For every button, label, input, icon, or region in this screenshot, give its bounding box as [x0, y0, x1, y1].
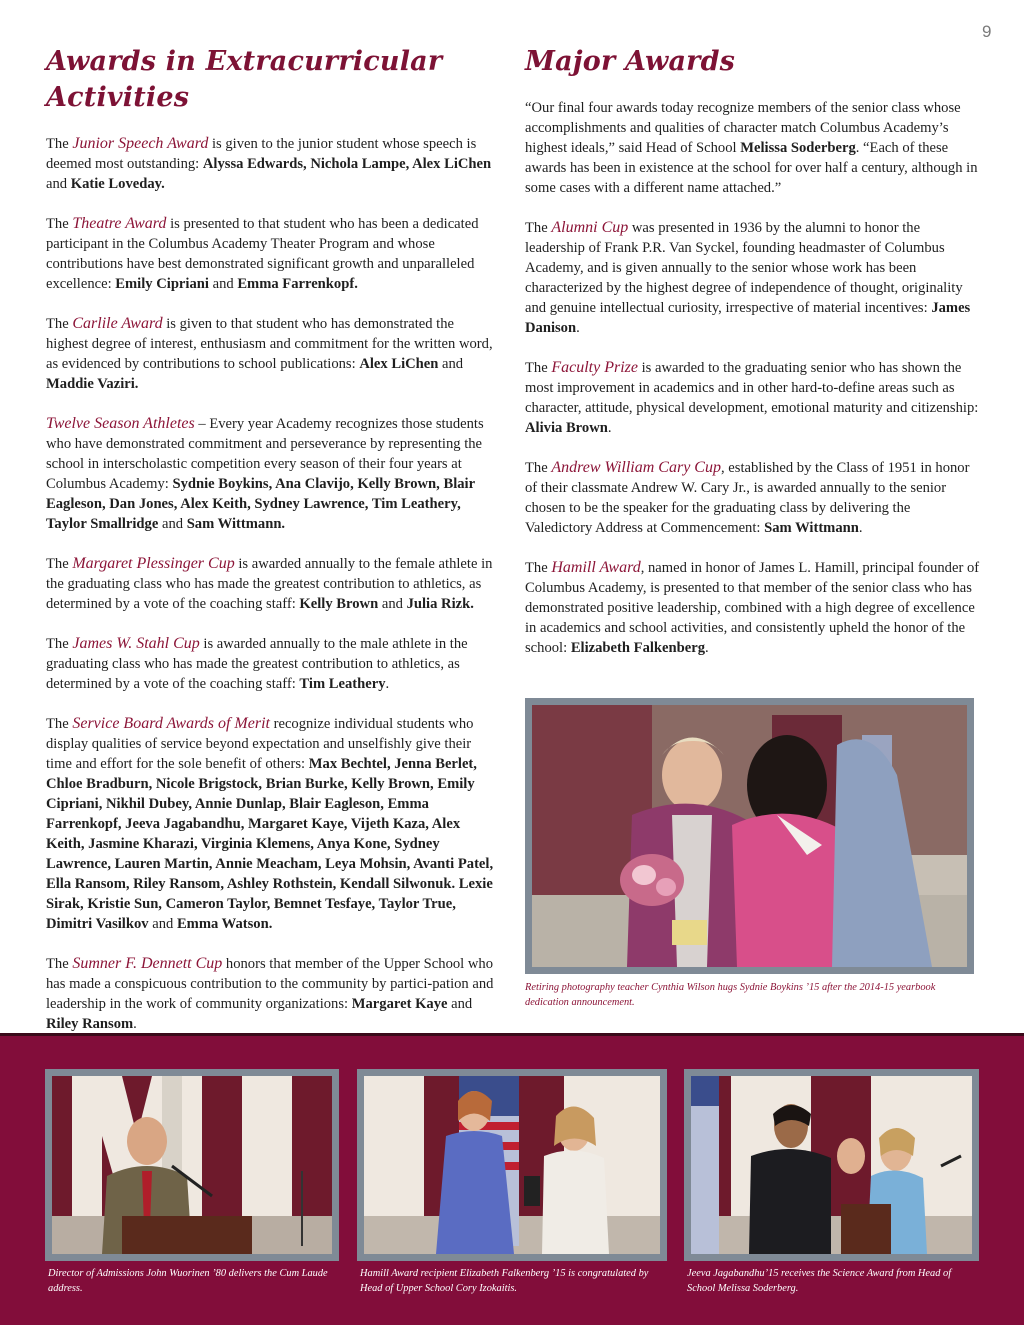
hug-photo-illustration [532, 705, 967, 967]
award-name: Alumni Cup [551, 219, 629, 236]
text: is awarded annually to the male athlete in the graduating class who has made the greatest contribution to athletics, as determined by a vote of the coaching staff: [46, 636, 468, 692]
award-name: Hamill Award [551, 559, 641, 576]
section-heading-extracurricular: Awards in Extracurricular Activities [46, 46, 443, 113]
hug-photo [532, 705, 967, 967]
recipient-names: Alex LiChen [359, 356, 439, 372]
text: . “Each of these awards has been in existence at the school for over half a century, although in some cases with a different name attached.” [525, 140, 978, 196]
recipient-names: Alyssa Edwards, Nichola Lampe, Alex LiChen [202, 156, 492, 172]
cum-laude-photo [52, 1076, 332, 1254]
text: The [46, 636, 73, 652]
recipient-names: Sam Wittmann. [186, 516, 286, 532]
recipient-names: Julia Rizk. [406, 596, 474, 612]
science-award-photo [691, 1076, 972, 1254]
recipient-names: Sydnie Boykins, Ana Clavijo, Kelly Brown, Blair Eagleson, Dan Jones, Alex Keith, Sydney Lawrence, Tim Leathery, Taylor Smallridge [46, 476, 475, 532]
award-paragraph-theatre [46, 214, 498, 294]
award-name: Margaret Plessinger Cup [72, 555, 235, 572]
recipient-names: Katie Loveday. [70, 176, 165, 192]
award-name: Service Board Awards of Merit [72, 715, 270, 732]
award-name: Carlile Award [72, 315, 163, 332]
award-name: Sumner F. Dennett Cup [72, 955, 223, 972]
recipient-names: Emily Cipriani [115, 276, 209, 292]
recipient-names: Kelly Brown [299, 596, 379, 612]
award-paragraph-cary-cup [525, 458, 980, 538]
award-name: Andrew William Cary Cup [551, 459, 721, 476]
text: , named in honor of James L. Hamill, principal founder of Columbus Academy, is presented to that member of the senior class who has demonstrated positive leadership, combined with a high degree of excellence in academics and school activities, and consistently upheld the honor of the school: [525, 560, 980, 656]
cum-laude-photo-frame [45, 1069, 339, 1261]
text: The [525, 460, 552, 476]
text: . [705, 640, 709, 656]
award-paragraph-junior-speech [46, 134, 498, 194]
award-paragraph-twelve-season [46, 414, 498, 534]
award-paragraph-carlile [46, 314, 498, 394]
recipient-names: Max Bechtel, Jenna Berlet, Chloe Bradburn, Nicole Brigstock, Brian Burke, Kelly Brown, Emily Cipriani, Nikhil Dubey, Annie Dunlap, Blair Eagleson, Emma Farrenkopf, Jeeva Jagabandhu, Margaret Kaye, Vijeth Kaza, Alex Keith, Jasmine Kharazi, Virginia Klemens, Anya Kone, Sydney Lawrence, Lauren Martin, Annie Meacham, Leya Mohsin, Avanti Patel, Ella Ransom, Riley Ransom, Ashley Rothstein, Kendall Silwonuk. Lexie Sirak, Kristie Sun, Cameron Taylor, Bemnet Tesfaye, Taylor True, Dimitri Vasilkov [46, 756, 494, 932]
recipient-names: Sam Wittmann [764, 520, 859, 536]
text: The [46, 216, 73, 232]
text: The [525, 560, 552, 576]
award-paragraph-plessinger [46, 554, 498, 614]
text: is presented to that student who has been a dedicated participant in the Columbus Academy Theater Program and whose contributions have best demonstrated significant growth and unparalleled excellence: [46, 216, 479, 292]
award-paragraph-hamill [525, 558, 980, 658]
hamill-award-caption: Hamill Award recipient Elizabeth Falkenberg ’15 is congratulated by Head of Upper School Cory Izokaitis. [360, 1268, 649, 1294]
text: The [46, 716, 73, 732]
cum-laude-photo-illustration [52, 1076, 332, 1254]
hamill-award-photo [364, 1076, 660, 1254]
text: . [385, 676, 390, 692]
text: and [438, 356, 464, 372]
hug-photo-frame [525, 698, 974, 974]
text: is awarded to the graduating senior who has shown the most improvement in academics and in other hard-to-define areas such as character, attitude, physical development, emotional maturity and citizenship: [525, 360, 979, 416]
award-paragraph-faculty-prize [525, 358, 980, 438]
text: was presented in 1936 by the alumni to honor the leadership of Frank P.R. Van Syckel, founding headmaster of Columbus Academy, and is given annually to the senior whose work has been characterized by the highest degree of independence of thought, originality and genuine intellectual curiosity, irrespective of material incentives: [525, 220, 963, 316]
recipient-names: Riley Ransom [46, 1016, 134, 1032]
hamill-award-photo-frame [357, 1069, 667, 1261]
text: and [447, 996, 473, 1012]
science-award-caption: Jeeva Jagabandhu’15 receives the Science Award from Head of School Melissa Soderberg. [687, 1268, 952, 1294]
recipient-names: James Danison [525, 300, 971, 336]
text: is given to that student who has demonstrated the highest degree of interest, enthusiasm and commitment for the written word, as evidenced by contributions to school publications: [46, 316, 493, 372]
text: . [858, 520, 863, 536]
page-number: 9 [982, 22, 992, 41]
recipient-names: Alivia Brown [525, 420, 608, 436]
text: and [378, 596, 407, 612]
text: The [46, 316, 73, 332]
text: and [148, 916, 177, 932]
award-paragraph-alumni-cup [525, 218, 980, 338]
section-heading-major-awards: Major Awards [525, 46, 736, 77]
text: is given to the junior student whose speech is deemed most outstanding: [46, 136, 477, 172]
text: The [46, 956, 73, 972]
intro-paragraph [525, 98, 980, 198]
recipient-names: Maddie Vaziri. [46, 376, 139, 392]
recipient-names: Margaret Kaye [351, 996, 448, 1012]
text: The [46, 136, 73, 152]
text: honors that member of the Upper School who has made a conspicuous contribution to the community by partici-pation and leadership in the work of community organizations: [46, 956, 494, 1012]
text: is awarded annually to the female athlete in the graduating class who has made the greatest contribution to athletics, as determined by a vote of the coaching staff: [46, 556, 493, 612]
recipient-names: Elizabeth Falkenberg [570, 640, 705, 656]
science-award-photo-frame [684, 1069, 979, 1261]
award-name: Junior Speech Award [72, 135, 209, 152]
text: – Every year Academy recognizes those students who have demonstrated commitment and perseverance by representing the school in interscholastic competition every season of their four years at Columbus Academy: [46, 416, 484, 492]
bottom-photo-band [0, 1033, 1024, 1325]
text: and [208, 276, 238, 292]
recipient-names: Tim Leathery [299, 676, 386, 692]
award-paragraph-service-board [46, 714, 498, 934]
text: and [158, 516, 187, 532]
recipient-names: Emma Farrenkopf. [237, 276, 358, 292]
text: and [46, 176, 71, 192]
text: The [525, 360, 552, 376]
text: recognize individual students who display qualities of service beyond expectation and unselfishly give their time and effort for the sole benefit of others: [46, 716, 474, 772]
text: The [46, 556, 73, 572]
cum-laude-caption: Director of Admissions John Wuorinen ’80 delivers the Cum Laude address. [48, 1268, 328, 1294]
hug-photo-caption: Retiring photography teacher Cynthia Wilson hugs Sydnie Boykins ’15 after the 2014-15 yearbook dedication announcement. [525, 982, 936, 1008]
text: The [525, 220, 552, 236]
right-column [525, 44, 980, 678]
science-award-photo-illustration [691, 1076, 972, 1254]
award-name: Twelve Season Athletes [46, 415, 195, 432]
left-column [46, 44, 498, 1054]
award-paragraph-dennett [46, 954, 498, 1034]
person-name: Melissa Soderberg [740, 140, 856, 156]
award-paragraph-stahl [46, 634, 498, 694]
text: . [607, 420, 612, 436]
recipient-names: Emma Watson. [176, 916, 273, 932]
hamill-award-photo-illustration [364, 1076, 660, 1254]
text: , established by the Class of 1951 in honor of their classmate Andrew W. Cary Jr., is awarded annually to the senior chosen to be the speaker for the graduating class by delivering the Valedictory Address at Commencement: [525, 460, 970, 536]
text: “Our final four awards today recognize members of the senior class whose accomplishments and qualities of character match Columbus Academy’s highest ideals,” said Head of School [525, 100, 961, 156]
text: . [576, 320, 580, 336]
award-name: Theatre Award [72, 215, 167, 232]
text: . [133, 1016, 137, 1032]
award-name: James W. Stahl Cup [72, 635, 200, 652]
award-name: Faculty Prize [551, 359, 638, 376]
